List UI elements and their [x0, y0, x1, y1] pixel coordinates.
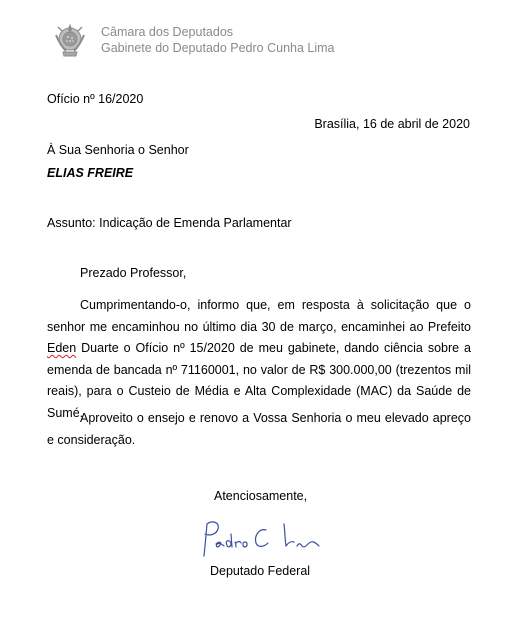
signer-title: Deputado Federal — [210, 564, 311, 578]
recipient-name: ELIAS FREIRE — [47, 166, 134, 180]
subject-line: Assunto: Indicação de Emenda Parlamentar — [47, 216, 292, 230]
body-paragraph-2: Aproveito o ensejo e renovo a Vossa Senhoria o meu elevado apreço e consideração. — [47, 411, 471, 447]
paragraph-1-end: Duarte o Ofício nº 15/2020 de meu gabinete, dando ciência sobre a emenda de bancada nº 71160001, no valor de R$ 300.000,00 (trezentos mil reais), para o Custeio de Média e Alta Complexidade (MAC) da Saúde de Sumé. — [47, 341, 471, 420]
letter-date: Brasília, 16 de abril de 2020 — [314, 117, 470, 131]
letterhead-office: Gabinete do Deputado Pedro Cunha Lima — [101, 41, 335, 55]
coat-of-arms-icon — [52, 21, 88, 59]
letterhead-org: Câmara dos Deputados — [101, 25, 234, 39]
letter-number: Ofício nº 16/2020 — [47, 92, 144, 106]
handwritten-signature — [196, 516, 324, 560]
salutation: À Sua Senhoria o Senhor — [47, 143, 189, 157]
closing: Atenciosamente, — [214, 489, 308, 503]
paragraph-1-start: Cumprimentando-o, informo que, em resposta à solicitação que o senhor me encaminhou no último dia 30 de março, encaminhei ao Prefeito — [47, 298, 471, 334]
body-paragraph-1 — [47, 295, 471, 424]
greeting: Prezado Professor, — [80, 266, 187, 280]
letterhead — [101, 24, 335, 56]
misspelled-word: Eden — [47, 341, 77, 355]
